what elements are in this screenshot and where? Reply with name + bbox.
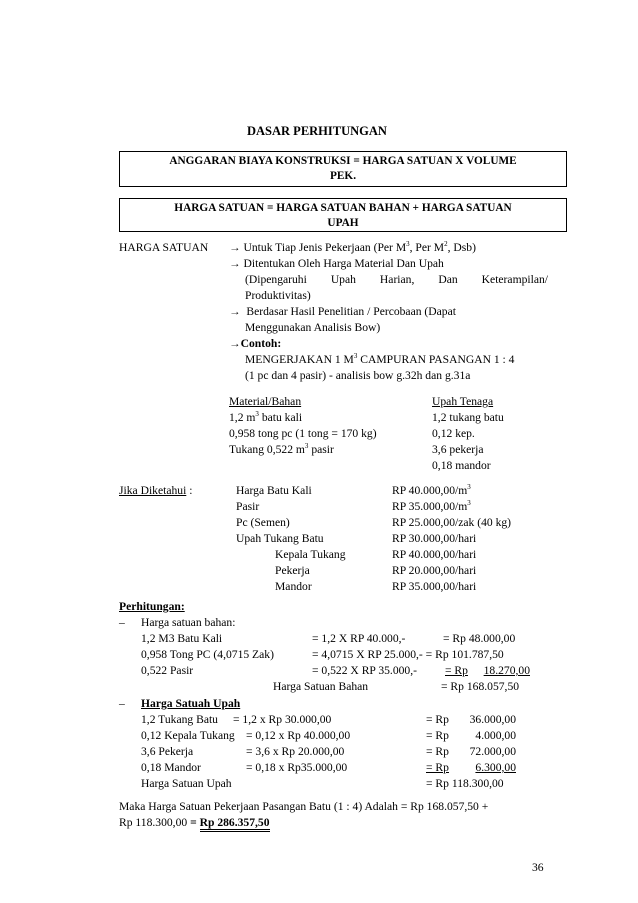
bahan-row-result: = Rp 48.000,00 — [443, 632, 516, 645]
material-header: Material/Bahan — [229, 395, 302, 408]
hs-line-6: Menggunakan Analisis Bow) — [245, 321, 381, 334]
upah-row-item: 0,18 Mandor — [141, 761, 201, 774]
hs-line-4: Produktivitas) — [245, 289, 311, 302]
upah-row-value: 72.000,00 — [469, 745, 516, 758]
diketahui-item-name: Harga Batu Kali — [236, 484, 312, 497]
hs-line-8: MENGERJAKAN 1 $M^3$ CAMPURAN PASANGAN 1 : 4 — [245, 352, 515, 366]
bullet-dash: – — [119, 697, 125, 710]
material-row: 0,958 tong pc (1 tong = 170 kg) — [229, 427, 377, 440]
conclusion-line-2: Rp 118.300,00 = Rp 286.357,50 — [119, 816, 270, 829]
upah-row-eq: = Rp — [426, 713, 449, 726]
bahan-row-calc: = 1,2 X RP 40.000,- — [312, 632, 406, 645]
upah-row-item: 1,2 Tukang Batu — [141, 713, 218, 726]
diketahui-item-name: Pekerja — [275, 564, 310, 577]
page-number: 36 — [532, 861, 544, 874]
diketahui-item-price: RP $35.000,00/m^3$ — [392, 499, 471, 513]
upah-row-item: 0,12 Kepala Tukang — [141, 729, 235, 742]
hs-line-9: (1 pc dan 4 pasir) - analisis bow g.32h dan g.31a — [245, 369, 471, 382]
hs-line-2: → Ditentukan Oleh Harga Material Dan Upah — [229, 257, 444, 270]
upah-row-value: 36.000,00 — [469, 713, 516, 726]
upah-row-calc: = 0,18 x Rp35.000,00 — [246, 761, 348, 774]
hs-line-3: (Dipengaruhi Upah Harian, Dan Keterampilan/ — [245, 273, 548, 286]
diketahui-item-name: Kepala Tukang — [275, 548, 346, 561]
hs-line-1: → Untuk Tiap Jenis Pekerjaan (Per $M^3$, Per $M^2$, Dsb) — [229, 240, 476, 254]
page-title: DASAR PERHITUNGAN — [247, 124, 387, 138]
bahan-row-calc: = 4,0715 X RP 25.000,- = Rp 101.787,50 — [312, 648, 504, 661]
perhitungan-title: Perhitungan: — [119, 600, 185, 613]
bahan-row-item: 0,958 Tong PC (4,0715 Zak) — [141, 648, 274, 661]
material-row: Tukang 0,522 $m^3$ pasir — [229, 442, 334, 456]
conclusion-line-1: Maka Harga Satuan Pekerjaan Pasangan Batu (1 : 4) Adalah = Rp 168.057,50 + — [119, 800, 489, 813]
diketahui-label: Jika Diketahui : — [119, 484, 193, 497]
diketahui-item-name: Upah Tukang Batu — [236, 532, 324, 545]
upah-tenaga-row: 0,18 mandor — [432, 459, 491, 472]
formula-box-anggaran — [119, 151, 567, 187]
bahan-row-calc: = 0,522 X RP 35.000,- — [312, 664, 417, 677]
upah-total-label: Harga Satuan Upah — [141, 777, 232, 790]
upah-row-calc: = 3,6 x Rp 20.000,00 — [246, 745, 345, 758]
bahan-row-result: = Rp 18.270,00 — [445, 664, 530, 677]
harga-satuan-label: HARGA SATUAN — [119, 241, 209, 254]
diketahui-item-price: RP 35.000,00/hari — [392, 580, 477, 593]
diketahui-item-name: Mandor — [275, 580, 312, 593]
upah-label: Harga Satuah Upah — [141, 697, 241, 710]
formula-box-anggaran-line2: PEK. — [329, 170, 357, 182]
upah-row-calc: = 1,2 x Rp 30.000,00 — [233, 713, 332, 726]
material-row: 1,2 $m^3$ batu kali — [229, 410, 303, 424]
bahan-row-item: 1,2 M3 Batu Kali — [141, 632, 223, 645]
upah-tenaga-header: Upah Tenaga — [432, 395, 494, 408]
upah-tenaga-row: 3,6 pekerja — [432, 443, 484, 456]
diketahui-item-price: RP 25.000,00/zak (40 kg) — [392, 516, 512, 529]
upah-total-value: = Rp 118.300,00 — [426, 777, 504, 790]
diketahui-item-name: Pasir — [236, 500, 260, 513]
arrow-icon: → — [229, 257, 241, 270]
diketahui-item-price: RP 30.000,00/hari — [392, 532, 477, 545]
formula-box-harga-satuan-line1: HARGA SATUAN = HARGA SATUAN BAHAN + HARGA SATUAN — [174, 202, 512, 214]
upah-row-result: = Rp 6.300,00 — [426, 761, 516, 774]
arrow-icon: → — [229, 241, 241, 254]
diketahui-item-price: RP 20.000,00/hari — [392, 564, 477, 577]
diketahui-item-price: RP $40.000,00/m^3$ — [392, 483, 471, 497]
formula-box-anggaran-line1: ANGGARAN BIAYA KONSTRUKSI = HARGA SATUAN X VOLUME — [169, 155, 517, 167]
upah-row-item: 3,6 Pekerja — [141, 745, 194, 758]
grand-total: Rp 286.357,50 — [200, 816, 270, 832]
formula-box-harga-satuan-line2: UPAH — [327, 217, 359, 229]
arrow-icon: → — [229, 305, 241, 318]
upah-row-calc: = 0,12 x Rp 40.000,00 — [246, 729, 351, 742]
formula-box-harga-satuan — [119, 198, 567, 232]
upah-row-eq: = Rp — [426, 745, 449, 758]
bahan-label: Harga satuan bahan: — [141, 616, 236, 629]
hs-line-5: → Berdasar Hasil Penelitian / Percobaan (Dapat — [229, 305, 456, 318]
upah-row-eq: = Rp — [426, 729, 449, 742]
diketahui-item-price: RP 40.000,00/hari — [392, 548, 477, 561]
hs-line-7: →Contoh: — [229, 337, 282, 350]
upah-tenaga-row: 0,12 kep. — [432, 427, 475, 440]
upah-tenaga-row: 1,2 tukang batu — [432, 411, 504, 424]
arrow-icon: → — [229, 337, 241, 350]
upah-row-value: 4.000,00 — [475, 729, 516, 742]
bahan-row-item: 0,522 Pasir — [141, 664, 194, 677]
bullet-dash: – — [119, 616, 125, 629]
diketahui-item-name: Pc (Semen) — [236, 516, 290, 529]
bahan-total-label: Harga Satuan Bahan — [273, 680, 369, 693]
bahan-total-value: = Rp 168.057,50 — [441, 680, 520, 693]
